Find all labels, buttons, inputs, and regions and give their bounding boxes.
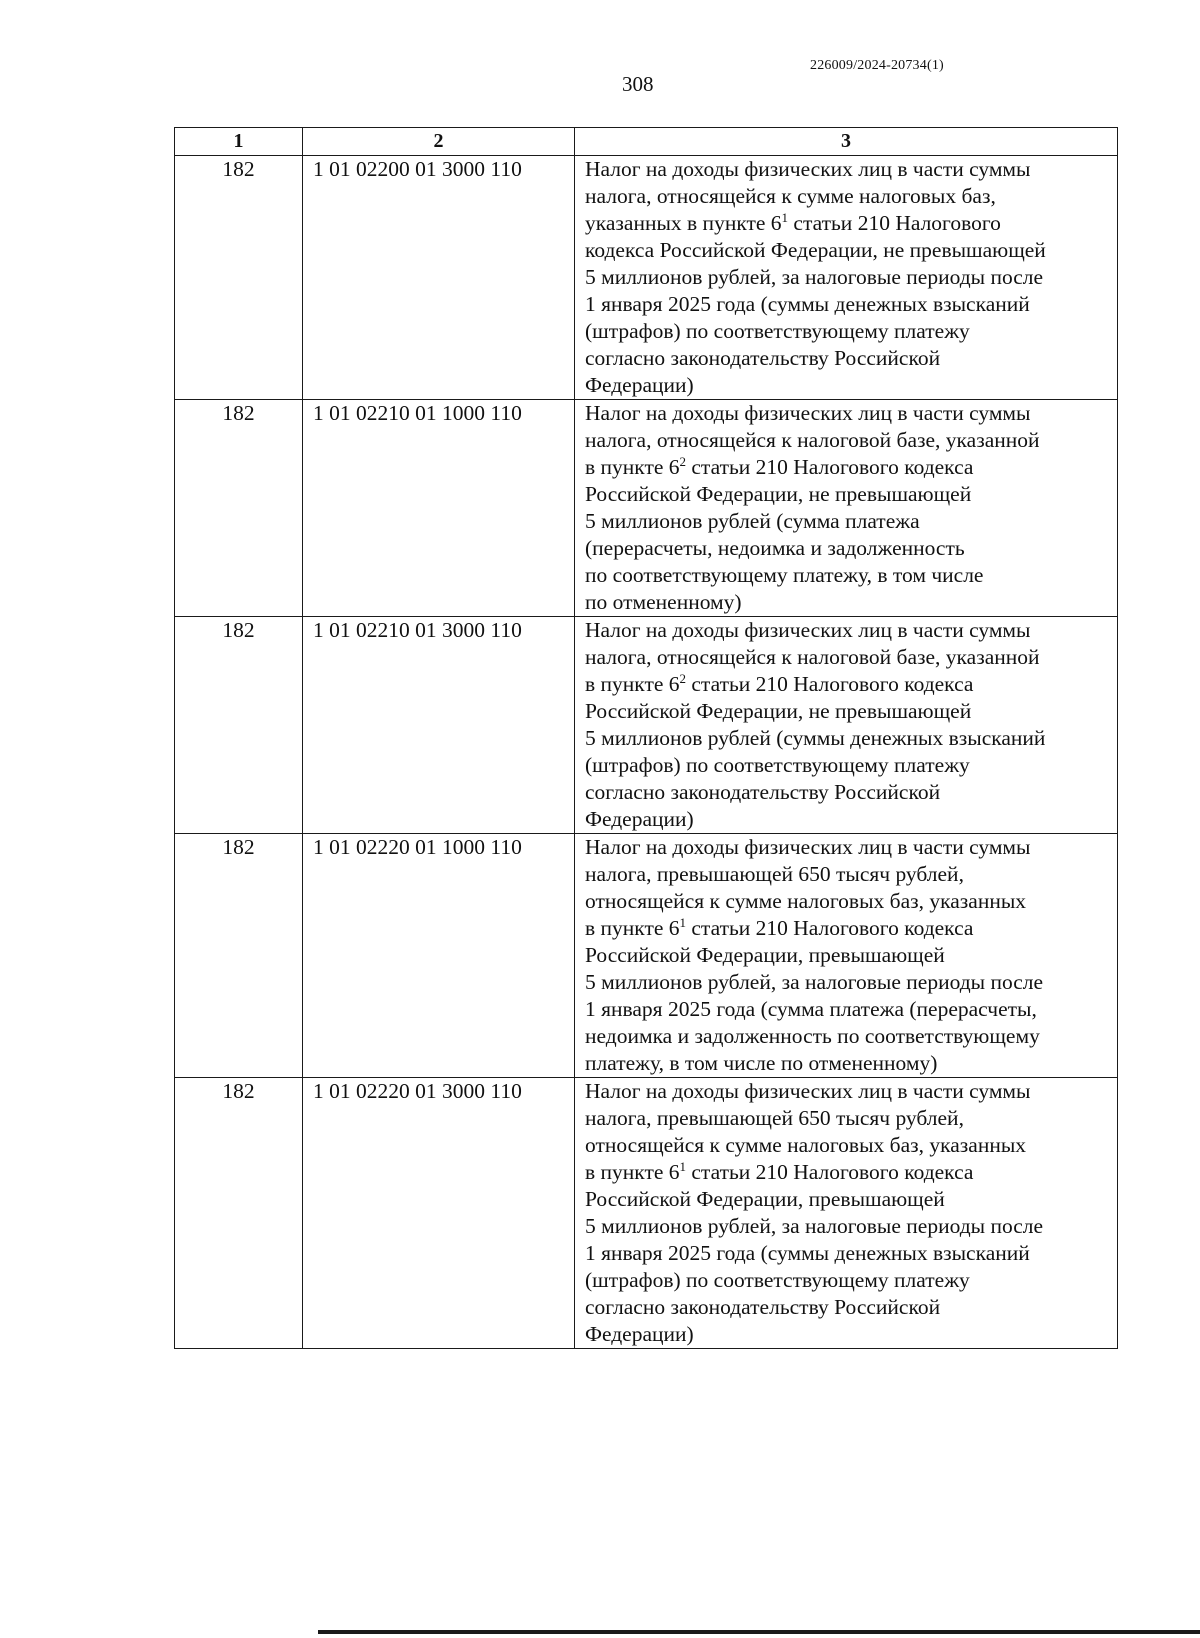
line-text: налога, превышающей 650 тысяч рублей, [585,862,964,886]
income-name-line [585,725,1113,752]
line-text: (штрафов) по соответствующему платежу [585,753,970,777]
income-name-line [585,644,1113,671]
budget-classification-table [174,127,1118,1349]
superscript-index: 1 [781,210,789,225]
income-name-line [585,481,1113,508]
income-name-line [585,671,1113,698]
column-header-2: 2 [303,128,575,156]
income-name-line [585,942,1113,969]
line-text: согласно законодательству Российской [585,780,941,804]
line-text: Налог на доходы физических лиц в части суммы [585,618,1031,642]
income-name-line [585,888,1113,915]
line-text: 5 миллионов рублей, за налоговые периоды после [585,970,1044,994]
admin-code-cell: 182 [175,617,303,834]
income-name-line [585,1050,1113,1077]
table-row [175,400,1118,617]
line-text: по соответствующему платежу, в том числе [585,563,984,587]
income-name-cell [575,617,1118,834]
line-text: налога, относящейся к налоговой базе, указанной [585,645,1040,669]
line-text: (штрафов) по соответствующему платежу [585,319,970,343]
income-name-line [585,1159,1113,1186]
line-text: 5 миллионов рублей (сумма платежа [585,509,920,533]
line-text-continued: статьи 210 Налогового кодекса [686,672,974,696]
line-text: в пункте 6 [585,455,680,479]
income-name-line [585,345,1113,372]
income-name-line [585,589,1113,616]
admin-code-cell: 182 [175,156,303,400]
line-text: Федерации) [585,1322,694,1346]
table-row [175,156,1118,400]
income-name-line [585,400,1113,427]
income-name-line [585,454,1113,481]
line-text-continued: статьи 210 Налогового [788,211,1001,235]
superscript-index: 1 [679,1159,687,1174]
income-name-line [585,535,1113,562]
income-name-line [585,1240,1113,1267]
income-name-cell [575,400,1118,617]
document-reference-number: 226009/2024-20734(1) [810,58,944,73]
income-name-line [585,1186,1113,1213]
budget-code-cell: 1 01 02200 01 3000 110 [303,156,575,400]
income-name-line [585,861,1113,888]
income-name-line [585,834,1113,861]
income-name-cell [575,156,1118,400]
income-name-line [585,806,1113,833]
income-name-line [585,562,1113,589]
superscript-index: 2 [679,454,687,469]
line-text: в пункте 6 [585,1160,680,1184]
income-name-line [585,264,1113,291]
line-text: недоимка и задолженность по соответствующему [585,1024,1040,1048]
table-row [175,617,1118,834]
income-name-line [585,1321,1113,1348]
line-text: 1 января 2025 года (суммы денежных взысканий [585,292,1030,316]
superscript-index: 1 [679,915,687,930]
page-number: 308 [622,72,654,96]
line-text: Российской Федерации, превышающей [585,1187,945,1211]
line-text-continued: статьи 210 Налогового кодекса [686,1160,974,1184]
income-name-line [585,318,1113,345]
line-text: Федерации) [585,373,694,397]
line-text: 1 января 2025 года (сумма платежа (перерасчеты, [585,997,1037,1021]
budget-classification-table-container [174,127,1118,1349]
line-text: Российской Федерации, не превышающей [585,482,972,506]
income-name-line [585,779,1113,806]
line-text: относящейся к сумме налоговых баз, указанных [585,889,1027,913]
line-text: Налог на доходы физических лиц в части суммы [585,835,1031,859]
income-name-line [585,508,1113,535]
income-name-line [585,617,1113,644]
line-text: платежу, в том числе по отмененному) [585,1051,938,1075]
line-text: 5 миллионов рублей, за налоговые периоды после [585,1214,1044,1238]
income-name-line [585,427,1113,454]
line-text: указанных в пункте 6 [585,211,782,235]
budget-code-cell: 1 01 02210 01 1000 110 [303,400,575,617]
income-name-line [585,1132,1113,1159]
income-name-line [585,1023,1113,1050]
income-name-cell [575,1078,1118,1349]
admin-code-cell: 182 [175,1078,303,1349]
table-row [175,1078,1118,1349]
admin-code-cell: 182 [175,400,303,617]
line-text: кодекса Российской Федерации, не превышающей [585,238,1046,262]
line-text: 5 миллионов рублей, за налоговые периоды после [585,265,1044,289]
income-name-line [585,237,1113,264]
line-text: (перерасчеты, недоимка и задолженность [585,536,965,560]
income-name-line [585,291,1113,318]
line-text-continued: статьи 210 Налогового кодекса [686,455,974,479]
line-text: Федерации) [585,807,694,831]
income-name-line [585,969,1113,996]
line-text: налога, относящейся к сумме налоговых баз, [585,184,996,208]
income-name-line [585,1267,1113,1294]
income-name-cell [575,834,1118,1078]
line-text: Налог на доходы физических лиц в части суммы [585,157,1031,181]
line-text: по отмененному) [585,590,742,614]
line-text: Налог на доходы физических лиц в части суммы [585,1079,1031,1103]
table-body [175,156,1118,1349]
line-text: 1 января 2025 года (суммы денежных взысканий [585,1241,1030,1265]
line-text: 5 миллионов рублей (суммы денежных взысканий [585,726,1046,750]
line-text: налога, превышающей 650 тысяч рублей, [585,1106,964,1130]
income-name-line [585,210,1113,237]
income-name-line [585,156,1113,183]
line-text-continued: статьи 210 Налогового кодекса [686,916,974,940]
line-text: налога, относящейся к налоговой базе, указанной [585,428,1040,452]
line-text: в пункте 6 [585,916,680,940]
line-text: согласно законодательству Российской [585,346,941,370]
line-text: согласно законодательству Российской [585,1295,941,1319]
income-name-line [585,183,1113,210]
income-name-line [585,698,1113,725]
income-name-line [585,372,1113,399]
income-name-line [585,915,1113,942]
income-name-line [585,1105,1113,1132]
column-header-3: 3 [575,128,1118,156]
line-text: в пункте 6 [585,672,680,696]
budget-code-cell: 1 01 02210 01 3000 110 [303,617,575,834]
superscript-index: 2 [679,671,687,686]
admin-code-cell: 182 [175,834,303,1078]
line-text: (штрафов) по соответствующему платежу [585,1268,970,1292]
table-header-row [175,128,1118,156]
income-name-line [585,1294,1113,1321]
line-text: Российской Федерации, не превышающей [585,699,972,723]
budget-code-cell: 1 01 02220 01 1000 110 [303,834,575,1078]
line-text: Российской Федерации, превышающей [585,943,945,967]
income-name-line [585,1213,1113,1240]
income-name-line [585,1078,1113,1105]
table-row [175,834,1118,1078]
budget-code-cell: 1 01 02220 01 3000 110 [303,1078,575,1349]
line-text: относящейся к сумме налоговых баз, указанных [585,1133,1027,1157]
income-name-line [585,752,1113,779]
scan-bottom-edge-line [318,1630,1200,1634]
line-text: Налог на доходы физических лиц в части суммы [585,401,1031,425]
column-header-1: 1 [175,128,303,156]
income-name-line [585,996,1113,1023]
